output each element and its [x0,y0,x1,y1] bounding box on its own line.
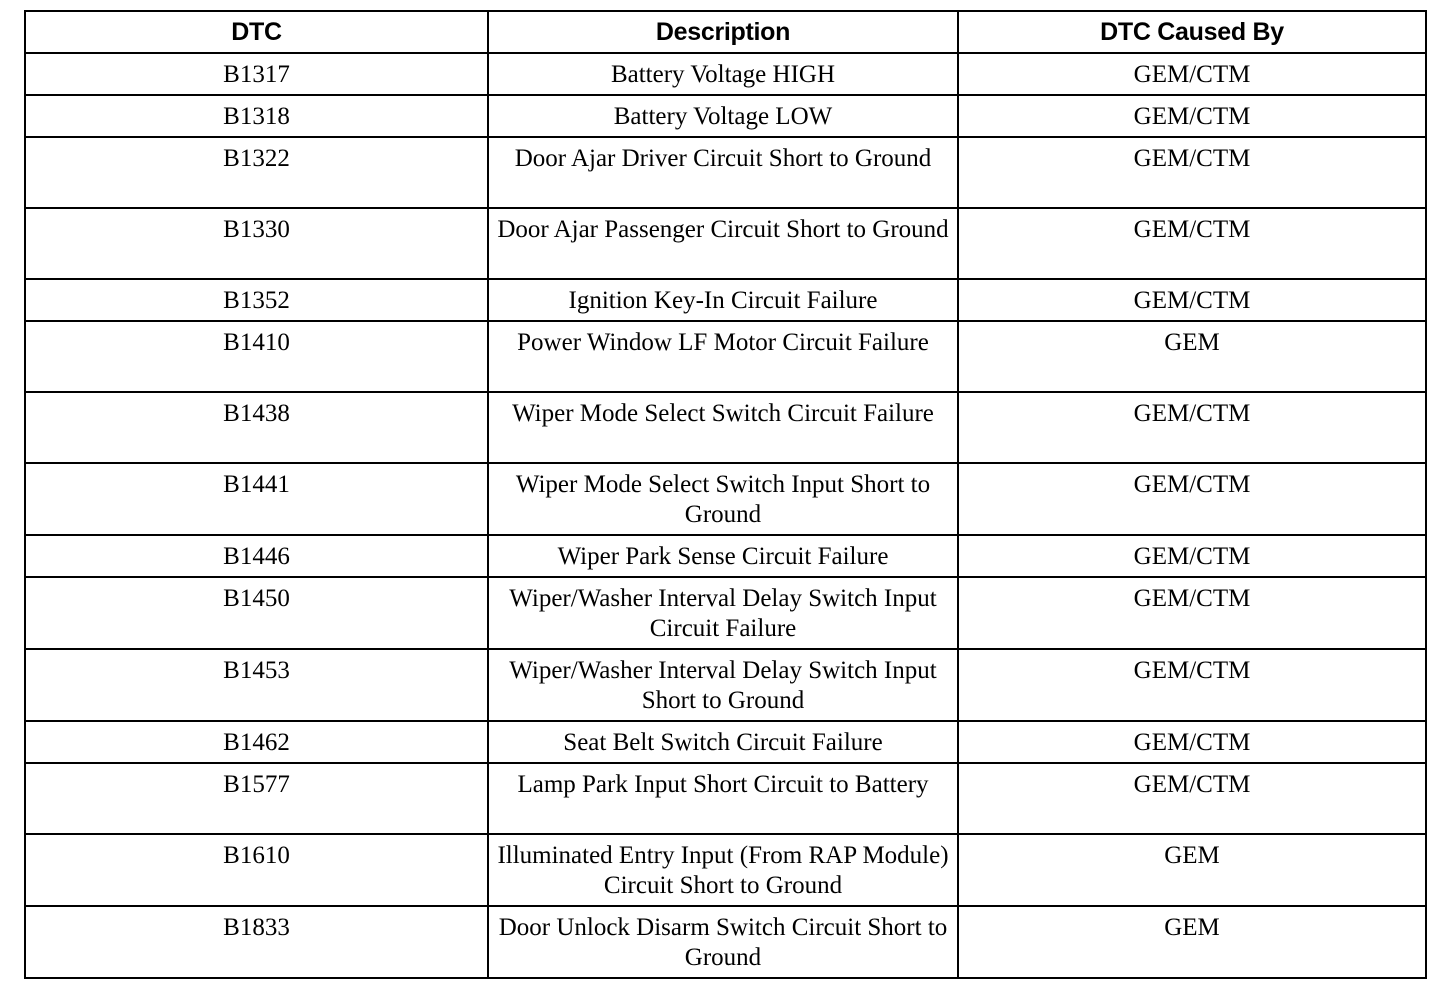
dtc-description: Seat Belt Switch Circuit Failure [488,721,958,763]
dtc-caused-by: GEM [958,321,1426,392]
table-row [25,137,1426,208]
dtc-description: Battery Voltage LOW [488,95,958,137]
dtc-code: B1450 [25,577,488,649]
dtc-code: B1322 [25,137,488,208]
dtc-table [24,10,1427,979]
dtc-code: B1610 [25,834,488,906]
dtc-caused-by: GEM/CTM [958,463,1426,535]
table-row [25,392,1426,463]
dtc-code: B1352 [25,279,488,321]
dtc-description: Wiper Mode Select Switch Input Short to Ground [488,463,958,535]
dtc-caused-by: GEM/CTM [958,763,1426,834]
dtc-code: B1318 [25,95,488,137]
header-description: Description [488,11,958,53]
dtc-description: Wiper/Washer Interval Delay Switch Input Short to Ground [488,649,958,721]
dtc-code: B1330 [25,208,488,279]
dtc-code: B1453 [25,649,488,721]
table-row [25,95,1426,137]
dtc-code: B1410 [25,321,488,392]
table-row [25,721,1426,763]
table-row [25,321,1426,392]
table-row [25,535,1426,577]
dtc-description: Wiper Park Sense Circuit Failure [488,535,958,577]
dtc-description: Power Window LF Motor Circuit Failure [488,321,958,392]
table-header-row [25,11,1426,53]
dtc-caused-by: GEM/CTM [958,577,1426,649]
header-caused-by: DTC Caused By [958,11,1426,53]
table-row [25,208,1426,279]
dtc-description: Battery Voltage HIGH [488,53,958,95]
table-row [25,279,1426,321]
dtc-caused-by: GEM/CTM [958,208,1426,279]
table-row [25,763,1426,834]
dtc-description: Ignition Key-In Circuit Failure [488,279,958,321]
dtc-description: Door Ajar Passenger Circuit Short to Ground [488,208,958,279]
dtc-caused-by: GEM/CTM [958,392,1426,463]
header-dtc: DTC [25,11,488,53]
table-row [25,463,1426,535]
dtc-caused-by: GEM/CTM [958,649,1426,721]
dtc-code: B1317 [25,53,488,95]
dtc-code: B1833 [25,906,488,978]
table-row [25,649,1426,721]
dtc-caused-by: GEM/CTM [958,95,1426,137]
dtc-description: Illuminated Entry Input (From RAP Module) Circuit Short to Ground [488,834,958,906]
dtc-caused-by: GEM/CTM [958,53,1426,95]
dtc-description: Lamp Park Input Short Circuit to Battery [488,763,958,834]
dtc-code: B1577 [25,763,488,834]
table-row [25,834,1426,906]
dtc-caused-by: GEM/CTM [958,721,1426,763]
dtc-code: B1438 [25,392,488,463]
dtc-caused-by: GEM/CTM [958,279,1426,321]
dtc-code: B1446 [25,535,488,577]
dtc-code: B1441 [25,463,488,535]
dtc-code: B1462 [25,721,488,763]
table-row [25,906,1426,978]
dtc-description: Wiper/Washer Interval Delay Switch Input Circuit Failure [488,577,958,649]
dtc-caused-by: GEM/CTM [958,535,1426,577]
dtc-caused-by: GEM [958,834,1426,906]
dtc-caused-by: GEM [958,906,1426,978]
dtc-description: Door Unlock Disarm Switch Circuit Short to Ground [488,906,958,978]
table-row [25,53,1426,95]
table-row [25,577,1426,649]
dtc-description: Door Ajar Driver Circuit Short to Ground [488,137,958,208]
dtc-caused-by: GEM/CTM [958,137,1426,208]
dtc-description: Wiper Mode Select Switch Circuit Failure [488,392,958,463]
